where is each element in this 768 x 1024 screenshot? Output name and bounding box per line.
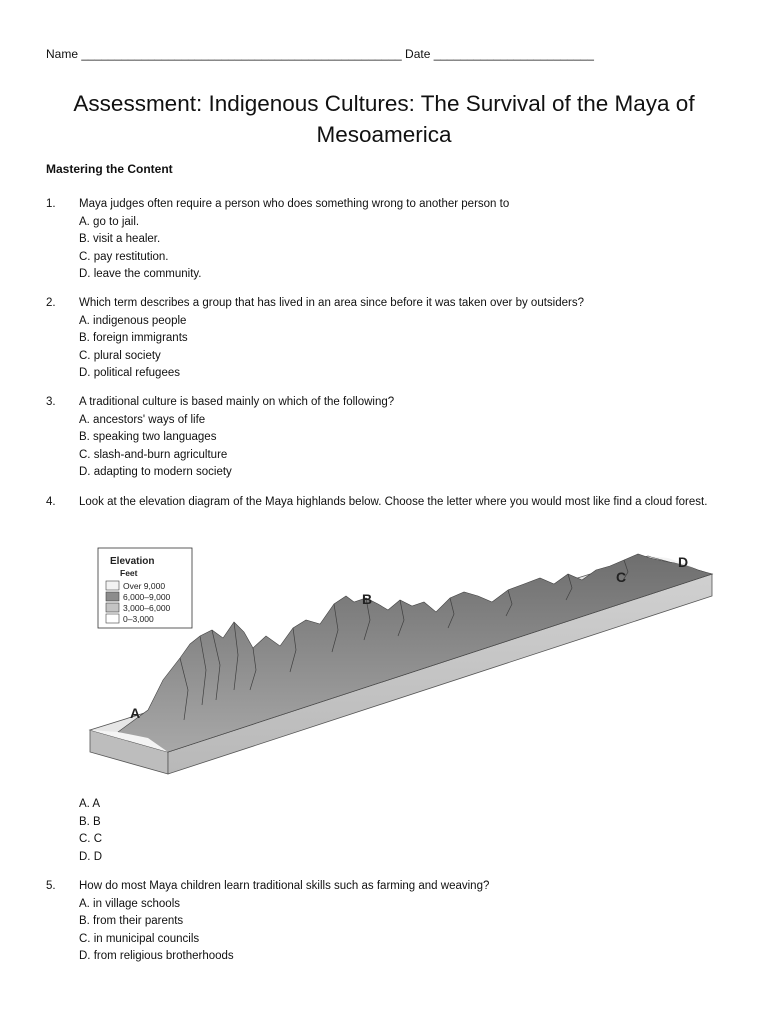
point-label-a: A: [130, 705, 141, 721]
question-text: Look at the elevation diagram of the Maya highlands below. Choose the letter where you would most like find a cloud forest.: [79, 496, 708, 508]
option-c[interactable]: C. plural society: [79, 349, 161, 362]
point-label-d: D: [678, 554, 689, 570]
question-text: How do most Maya children learn traditional skills such as farming and weaving?: [79, 880, 490, 892]
option-b[interactable]: B. from their parents: [79, 915, 184, 927]
elevation-diagram: [88, 540, 728, 790]
question-number: 2.: [46, 297, 56, 309]
option-d[interactable]: D. D: [79, 850, 102, 863]
option-a[interactable]: A. indigenous people: [79, 314, 187, 327]
option-a[interactable]: A. go to jail.: [79, 215, 140, 228]
question-text: Maya judges often require a person who does something wrong to another person to: [79, 198, 510, 210]
legend-label: Over 9,000: [123, 581, 166, 591]
legend-label: 0–3,000: [123, 614, 154, 624]
legend-unit: Feet: [120, 568, 138, 578]
question-number: 5.: [46, 880, 56, 892]
option-b[interactable]: B. B: [79, 815, 101, 828]
legend-label: 6,000–9,000: [123, 592, 171, 602]
question-number: 4.: [46, 496, 56, 508]
question-number: 1.: [46, 198, 56, 210]
option-a[interactable]: A. in village schools: [79, 897, 180, 910]
elevation-legend: [98, 548, 192, 628]
option-b[interactable]: B. foreign immigrants: [79, 332, 188, 344]
option-c[interactable]: C. pay restitution.: [79, 250, 169, 263]
section-heading: Mastering the Content: [46, 162, 173, 176]
title-line-1: Assessment: Indigenous Cultures: The Survival of the Maya of: [73, 91, 695, 116]
legend-title: Elevation: [110, 556, 155, 567]
option-c[interactable]: C. slash-and-burn agriculture: [79, 448, 228, 461]
option-d[interactable]: D. from religious brotherhoods: [79, 950, 234, 962]
question-text: A traditional culture is based mainly on which of the following?: [79, 396, 395, 408]
legend-swatch: [106, 603, 119, 612]
point-label-b: B: [362, 591, 373, 607]
option-a[interactable]: A. ancestors' ways of life: [79, 413, 206, 426]
option-d[interactable]: D. political refugees: [79, 367, 180, 379]
page-title: [30, 88, 738, 150]
option-b[interactable]: B. speaking two languages: [79, 431, 217, 443]
option-c[interactable]: C. in municipal councils: [79, 932, 200, 945]
option-d[interactable]: D. leave the community.: [79, 268, 202, 280]
option-a[interactable]: A. A: [79, 798, 101, 810]
point-label-c: C: [616, 569, 627, 585]
legend-swatch: [106, 592, 119, 601]
option-d[interactable]: D. adapting to modern society: [79, 466, 232, 478]
legend-swatch: [106, 581, 119, 590]
question-number: 3.: [46, 396, 56, 408]
legend-swatch: [106, 614, 119, 623]
option-b[interactable]: B. visit a healer.: [79, 233, 161, 245]
question-text: Which term describes a group that has lived in an area since before it was taken over by outsiders?: [79, 297, 584, 309]
legend-label: 3,000–6,000: [123, 603, 171, 613]
title-line-2: Mesoamerica: [316, 122, 452, 147]
name-date-line: Name ________________________________________________ Date ________________________: [46, 47, 594, 61]
option-c[interactable]: C. C: [79, 833, 102, 845]
